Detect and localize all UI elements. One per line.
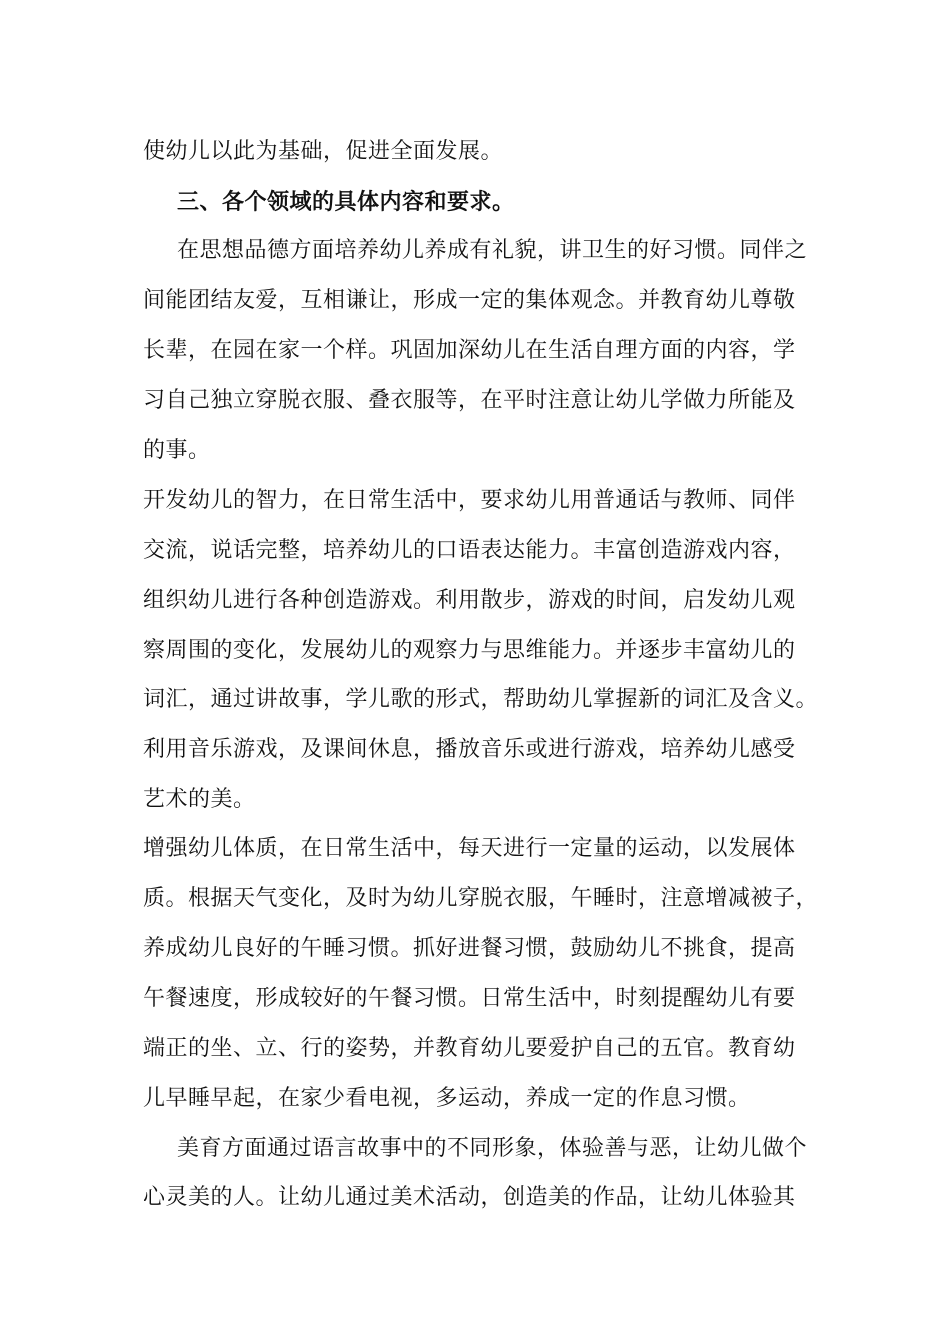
text-line: 利用音乐游戏，及课间休息，播放音乐或进行游戏，培养幼儿感受 [143,737,796,762]
text-line: 使幼儿以此为基础，促进全面发展。 [143,139,504,164]
text-line: 美育方面通过语言故事中的不同形象，体验善与恶，让幼儿做个 [177,1136,808,1161]
text-line: 的事。 [143,438,211,463]
text-line: 开发幼儿的智力，在日常生活中，要求幼儿用普通话与教师、同伴 [143,488,796,513]
text-line: 增强幼儿体质，在日常生活中，每天进行一定量的运动，以发展体 [143,836,796,861]
text-line: 习自己独立穿脱衣服、叠衣服等，在平时注意让幼儿学做力所能及 [143,388,796,413]
text-line: 察周围的变化，发展幼儿的观察力与思维能力。并逐步丰富幼儿的 [143,638,796,663]
text-line: 在思想品德方面培养幼儿养成有礼貌，讲卫生的好习惯。同伴之 [177,238,808,263]
text-line: 交流，说话完整，培养幼儿的口语表达能力。丰富创造游戏内容， [143,538,796,563]
text-line: 长辈，在园在家一个样。巩固加深幼儿在生活自理方面的内容，学 [143,338,796,363]
section-heading: 三、各个领域的具体内容和要求。 [177,189,515,215]
text-line: 端正的坐、立、行的姿势，并教育幼儿要爱护自己的五官。教育幼 [143,1036,796,1061]
text-line: 艺术的美。 [143,787,256,812]
text-line: 质。根据天气变化，及时为幼儿穿脱衣服，午睡时，注意增减被子， [143,886,819,911]
text-line: 组织幼儿进行各种创造游戏。利用散步，游戏的时间，启发幼儿观 [143,588,796,613]
text-line: 心灵美的人。让幼儿通过美术活动，创造美的作品，让幼儿体验其 [143,1185,796,1210]
text-line: 词汇，通过讲故事，学儿歌的形式，帮助幼儿掌握新的词汇及含义。 [143,687,819,712]
text-line: 儿早睡早起，在家少看电视，多运动，养成一定的作息习惯。 [143,1086,751,1111]
text-line: 午餐速度，形成较好的午餐习惯。日常生活中，时刻提醒幼儿有要 [143,986,796,1011]
text-line: 间能团结友爱，互相谦让，形成一定的集体观念。并教育幼儿尊敬 [143,288,796,313]
text-line: 养成幼儿良好的午睡习惯。抓好进餐习惯，鼓励幼儿不挑食，提高 [143,936,796,961]
